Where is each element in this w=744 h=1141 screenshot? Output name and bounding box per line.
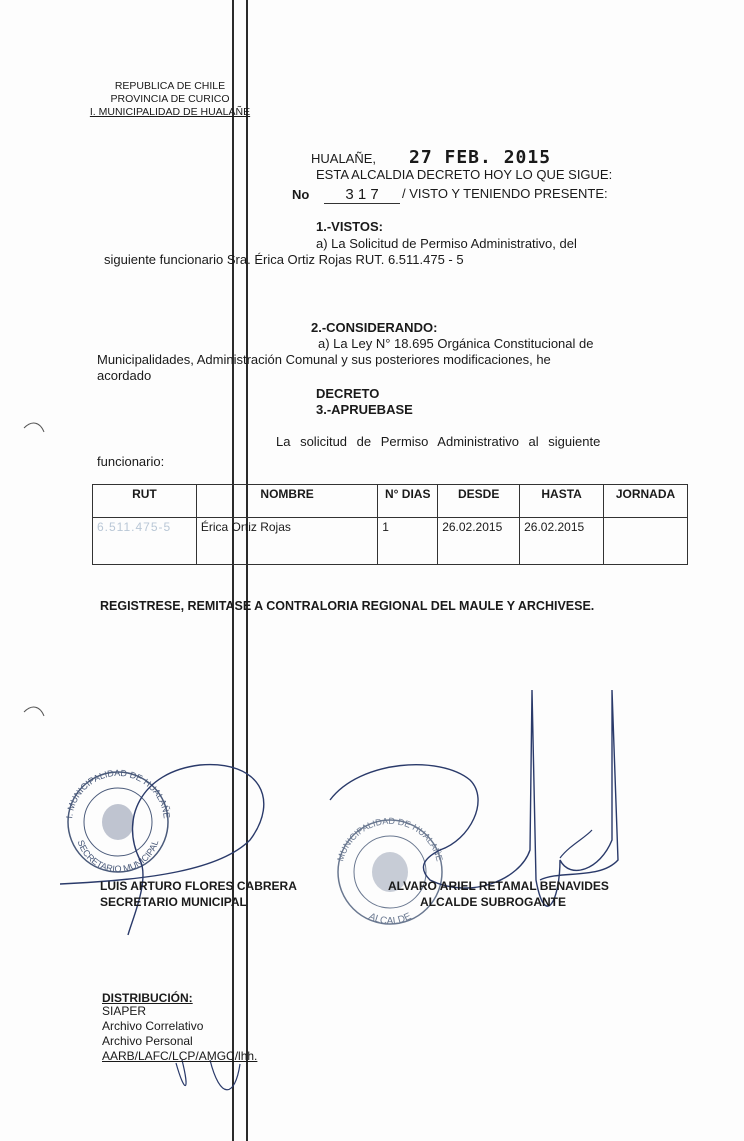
considerando-line1: a) La Ley N° 18.695 Orgánica Constitucional de — [318, 336, 594, 351]
margin-punch-mark — [24, 707, 44, 716]
considerando-line2: Municipalidades, Administración Comunal y sus posteriores modificaciones, he — [97, 352, 551, 367]
place-label: HUALAÑE, — [311, 151, 377, 166]
decreto-line1: La solicitud de Permiso Administrativo al siguiente — [276, 434, 601, 449]
decree-number: 3 1 7 — [324, 187, 400, 204]
decreto-line2: funcionario: — [97, 454, 165, 469]
cell-desde: 26.02.2015 — [438, 518, 520, 565]
considerando-heading: 2.-CONSIDERANDO: — [311, 320, 438, 335]
mayor-seal-bottom-text: ALCALDE — [366, 911, 414, 927]
cell-rut: 6.511.475-5 — [93, 518, 197, 565]
col-header-dias: N° DIAS — [378, 485, 438, 518]
vistos-line1: a) La Solicitud de Permiso Administrativo, del — [316, 236, 577, 251]
svg-text:ALCALDE — [367, 911, 414, 927]
closing-statement: REGISTRESE, REMITASE A CONTRALORIA REGIONAL DEL MAULE Y ARCHIVESE. — [100, 599, 595, 613]
list-item: SIAPER — [102, 1004, 147, 1018]
number-label: No — [292, 187, 310, 202]
decreto-heading: DECRETO — [316, 386, 380, 401]
mayor-seal-stamp — [335, 816, 444, 927]
col-header-nombre: NOMBRE — [196, 485, 377, 518]
mayor-name: ALVARO ARIEL RETAMAL BENAVIDES — [388, 879, 609, 893]
considerando-line3: acordado — [97, 368, 152, 383]
secretary-title: SECRETARIO MUNICIPAL — [100, 895, 247, 909]
initials-scribble — [176, 1060, 240, 1090]
col-header-rut: RUT — [93, 485, 197, 518]
apruebase-heading: 3.-APRUEBASE — [316, 402, 413, 417]
visto-line: / VISTO Y TENIENDO PRESENTE: — [402, 186, 608, 201]
initials-line: AARB/LAFC/LCP/AMGC/lhh. — [102, 1049, 258, 1063]
col-header-hasta: HASTA — [520, 485, 604, 518]
vistos-heading: 1.-VISTOS: — [316, 219, 383, 234]
header-municipality: I. MUNICIPALIDAD DE HUALAÑE — [89, 106, 251, 118]
decree-intro: ESTA ALCALDIA DECRETO HOY LO QUE SIGUE: — [316, 167, 613, 182]
distribution-list — [102, 1004, 257, 1064]
list-item: Archivo Correlativo — [102, 1019, 204, 1033]
cell-nombre: Érica Ortiz Rojas — [196, 518, 377, 565]
secretary-seal-top-text: I. MUNICIPALIDAD DE HUALAÑE — [64, 767, 172, 819]
margin-punch-mark — [24, 423, 44, 432]
cell-dias: 1 — [378, 518, 438, 565]
cell-hasta: 26.02.2015 — [520, 518, 604, 565]
secretary-seal-stamp — [64, 768, 172, 874]
header-province: PROVINCIA DE CURICO — [110, 93, 230, 105]
col-header-desde: DESDE — [438, 485, 520, 518]
header-country: REPUBLICA DE CHILE — [114, 80, 226, 92]
mayor-seal-top-text: MUNICIPALIDAD DE HUALAÑE — [335, 815, 445, 863]
secretary-seal-bottom-text: SECRETARIO MUNICIPAL — [75, 838, 161, 874]
secretary-name: LUIS ARTURO FLORES CABRERA — [100, 879, 297, 893]
col-header-jornada: JORNADA — [604, 485, 688, 518]
distribution-heading: DISTRIBUCIÓN: — [102, 991, 193, 1005]
mayor-title: ALCALDE SUBROGANTE — [420, 895, 566, 909]
vistos-line2: siguiente funcionario Sra. Érica Ortiz Rojas RUT. 6.511.475 - 5 — [104, 252, 464, 267]
stamp-date: 27 FEB. 2015 — [409, 147, 552, 168]
list-item: Archivo Personal — [102, 1034, 193, 1048]
